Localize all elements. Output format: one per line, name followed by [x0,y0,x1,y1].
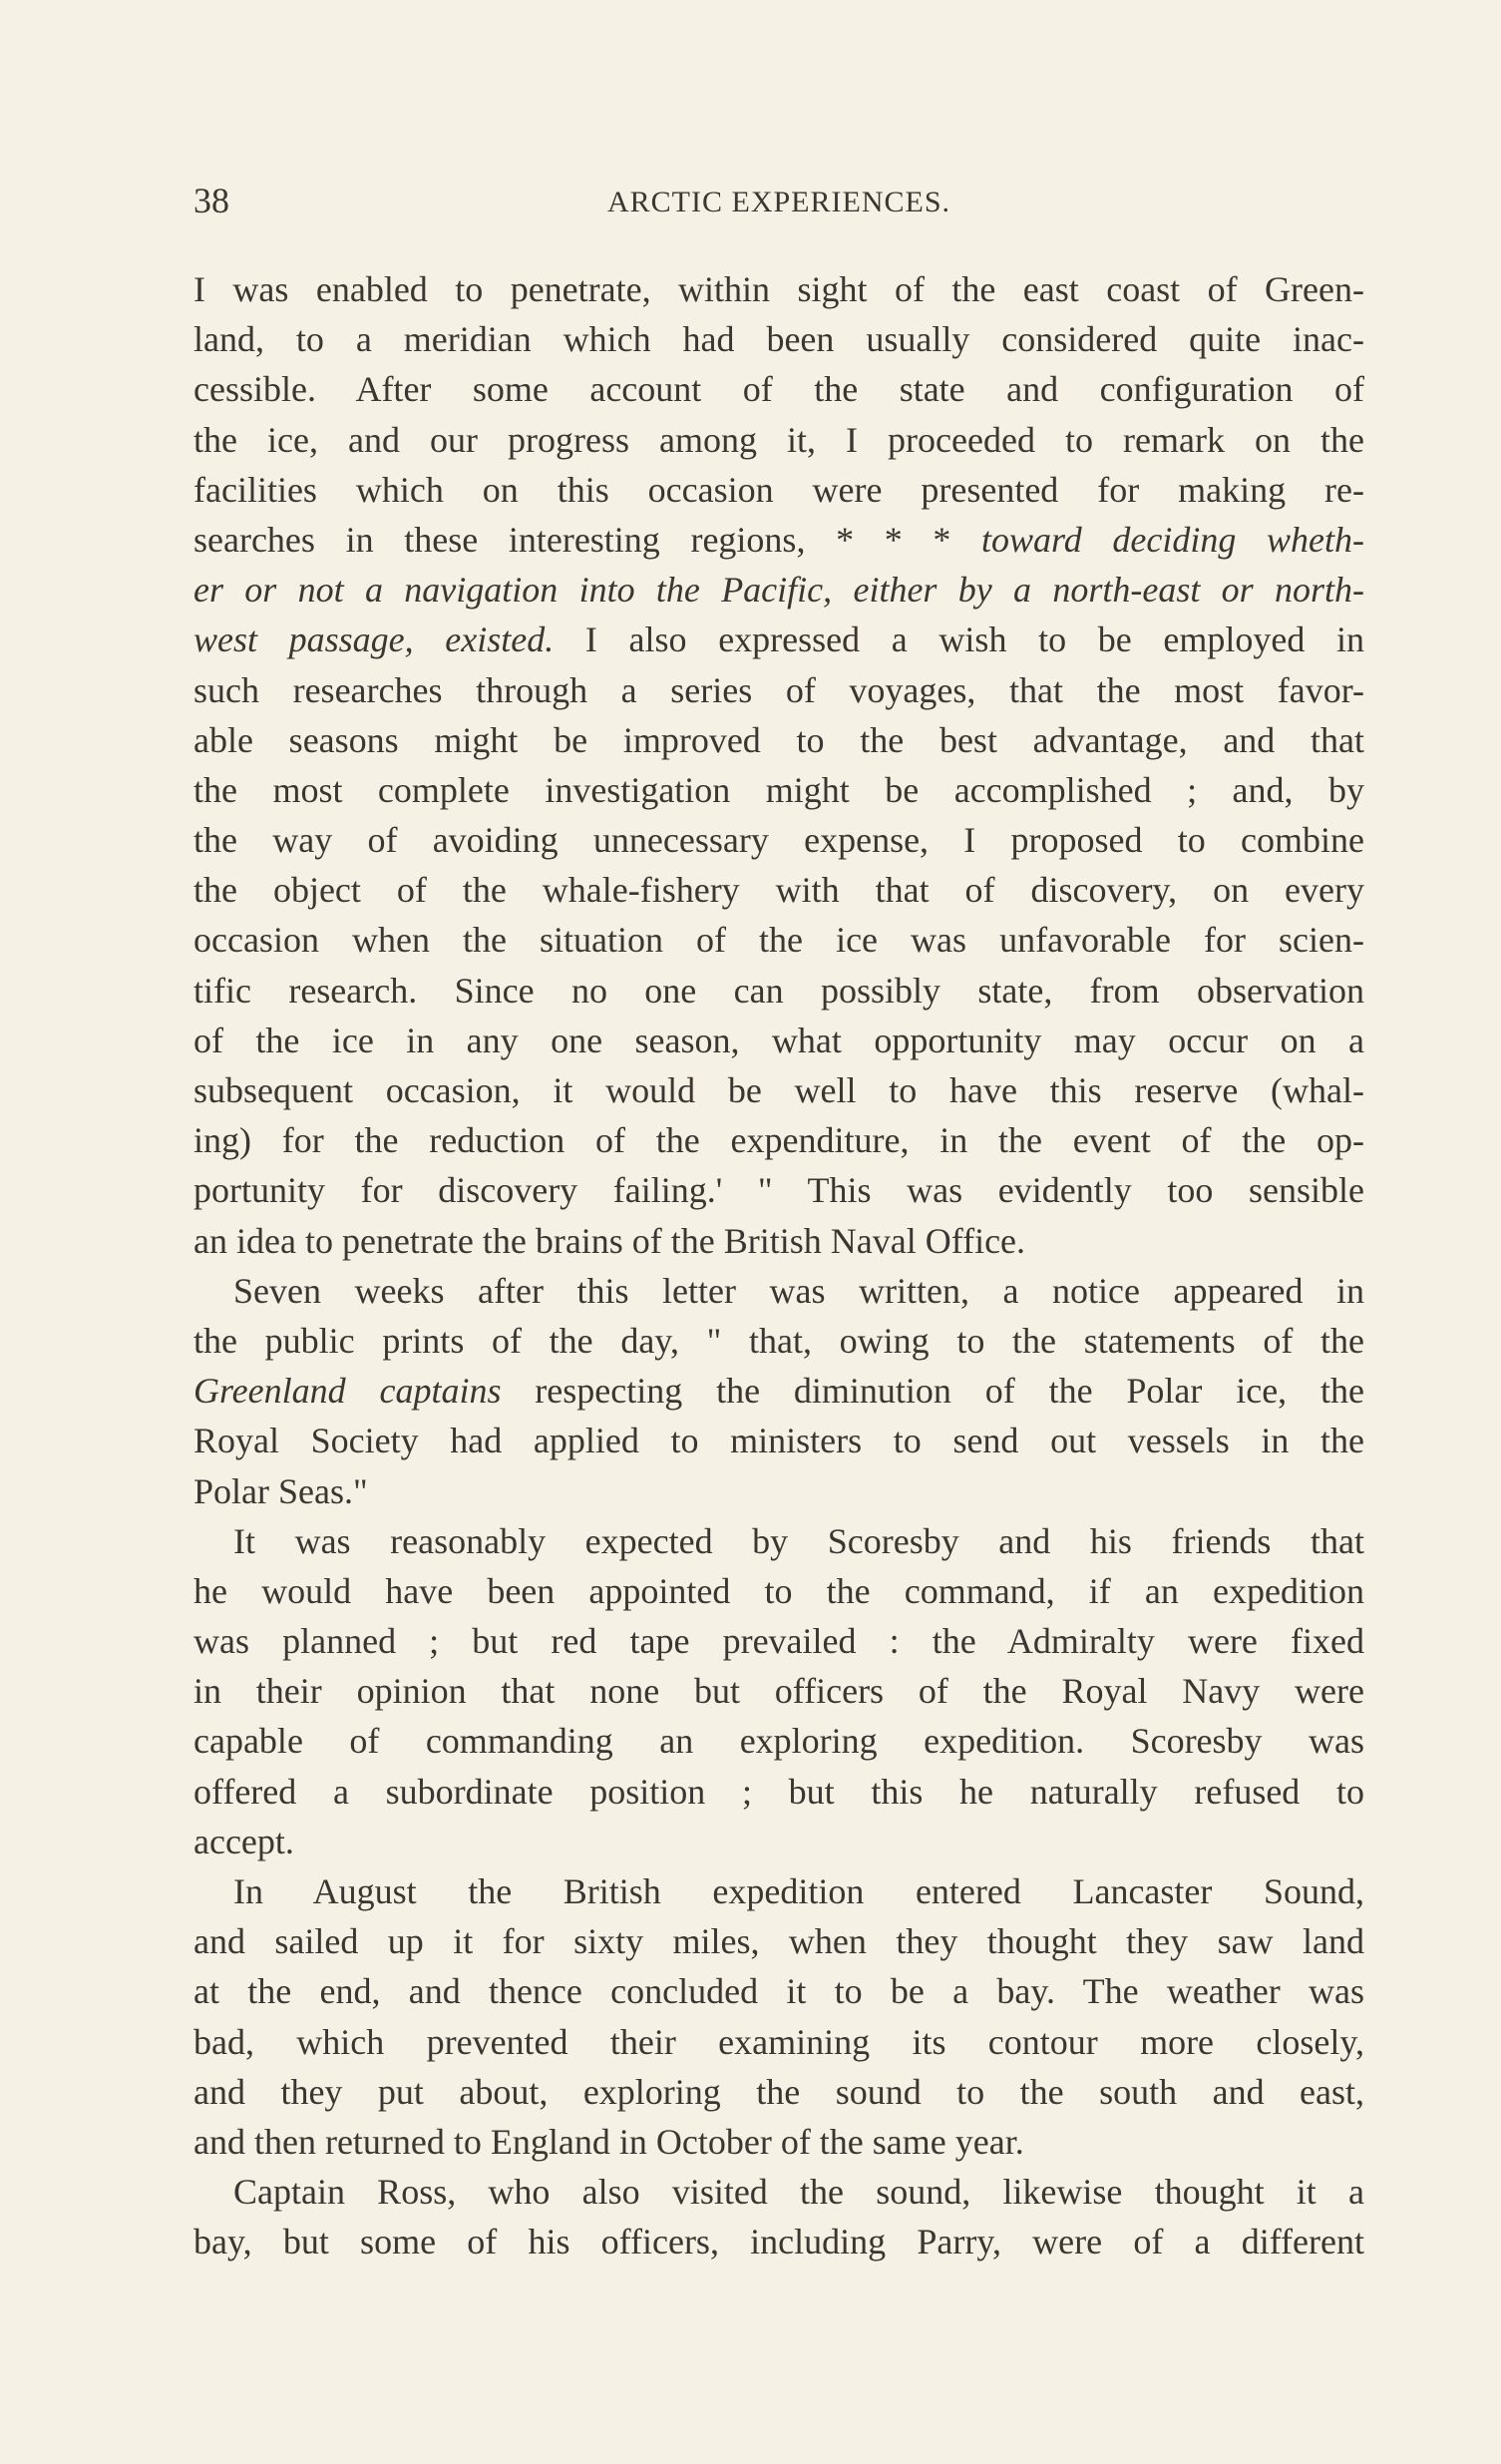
italic-text: west passage, existed. [193,619,555,660]
text-segment: Captain Ross, who also visited the sound, likewise thought it a [233,2172,1364,2213]
text-segment: was planned ; but red tape prevailed : the Admiralty were fixed [193,1621,1364,1662]
text-segment: he would have been appointed to the command, if an expedition [193,1570,1364,1611]
text-segment: ing) for the reduction of the expenditure, in the event of the op- [193,1120,1364,1161]
text-line [193,1266,1364,1316]
text-line [193,765,1364,815]
text-segment: cessible. After some account of the state and configuration of [193,369,1364,410]
text-line [193,665,1364,715]
text-segment: such researches through a series of voyages, that the most favor- [193,669,1364,710]
italic-text: toward deciding wheth- [981,519,1364,560]
text-line [193,1767,1364,1817]
text-segment: accept. [193,1821,294,1861]
text-segment: in their opinion that none but officers of the Royal Navy were [193,1671,1364,1712]
text-line [193,1416,1364,1465]
text-segment: Polar Seas." [193,1470,368,1511]
text-segment: occasion when the situation of the ice was unfavorable for scien- [193,920,1364,961]
text-line [193,2167,1364,2217]
text-segment: an idea to penetrate the brains of the British Naval Office. [193,1220,1026,1261]
text-segment: and then returned to England in October of the same year. [193,2121,1024,2162]
text-segment: offered a subordinate position ; but this he naturally refused to [193,1771,1364,1812]
text-line [193,915,1364,965]
page-body-text [193,264,1364,2267]
text-line [193,1666,1364,1716]
text-segment: respecting the diminution of the Polar ice, the [501,1371,1365,1412]
text-segment: facilities which on this occasion were presented for making re- [193,469,1364,510]
italic-text: er or not a navigation into the Pacific, either by a north-east or north- [193,570,1364,611]
text-line [193,415,1364,465]
text-segment: capable of commanding an exploring expedition. Scoresby was [193,1721,1364,1762]
text-line [193,264,1364,314]
text-line [193,1115,1364,1165]
text-line [193,1316,1364,1366]
text-line [193,364,1364,414]
text-line [193,966,1364,1016]
text-segment: portunity for discovery failing.' " This was evidently too sensible [193,1170,1364,1211]
text-line [193,1466,1364,1516]
text-segment: bad, which prevented their examining its contour more closely, [193,2021,1364,2062]
text-line [193,1165,1364,1215]
text-line [193,1616,1364,1666]
text-line [193,1216,1364,1266]
text-segment: at the end, and thence concluded it to be a bay. The weather was [193,1971,1364,2012]
text-segment: Seven weeks after this letter was written, a notice appeared in [233,1270,1364,1311]
text-line [193,2117,1364,2167]
italic-text: Greenland captains [193,1371,502,1412]
text-segment: and sailed up it for sixty miles, when they thought they saw land [193,1921,1364,1962]
text-line [193,1817,1364,1866]
text-line [193,615,1364,664]
text-segment: the way of avoiding unnecessary expense, I proposed to combine [193,820,1364,861]
text-line [193,2217,1364,2266]
text-segment: the object of the whale-fishery with that of discovery, on every [193,870,1364,911]
text-line [193,815,1364,865]
text-segment: I was enabled to penetrate, within sight of the east coast of Green- [193,269,1364,309]
text-line [193,1966,1364,2016]
text-segment: the public prints of the day, " that, owing to the statements of the [193,1320,1364,1361]
text-line [193,1065,1364,1115]
running-header [193,180,1364,229]
text-line [193,2017,1364,2067]
running-title: ARCTIC EXPERIENCES. [606,186,951,218]
text-line [193,1016,1364,1065]
text-segment: It was reasonably expected by Scoresby and his friends that [233,1520,1364,1561]
text-line [193,1916,1364,1966]
text-line [193,465,1364,515]
text-line [193,865,1364,915]
text-segment: subsequent occasion, it would be well to have this reserve (whal- [193,1070,1364,1110]
text-segment: In August the British expedition entered Lancaster Sound, [233,1871,1364,1911]
text-segment: land, to a meridian which had been usually considered quite inac- [193,319,1364,360]
text-segment: and they put about, exploring the sound to the south and east, [193,2071,1364,2112]
text-segment: Royal Society had applied to ministers to send out vessels in the [193,1421,1364,1461]
text-segment: I also expressed a wish to be employed in [554,619,1364,660]
text-line [193,314,1364,364]
text-segment: searches in these interesting regions, * * * [193,519,982,560]
text-segment: the most complete investigation might be accomplished ; and, by [193,769,1364,810]
text-segment: of the ice in any one season, what opportunity may occur on a [193,1020,1364,1060]
page-number: 38 [193,181,229,220]
text-line [193,1366,1364,1416]
text-line [193,565,1364,615]
text-line [193,1866,1364,1916]
text-line [193,515,1364,565]
text-segment: able seasons might be improved to the best advantage, and that [193,719,1364,760]
text-line [193,1566,1364,1616]
text-line [193,1516,1364,1566]
text-segment: the ice, and our progress among it, I proceeded to remark on the [193,419,1364,460]
text-line [193,1716,1364,1766]
text-line [193,2067,1364,2117]
text-line [193,715,1364,765]
text-segment: tific research. Since no one can possibly state, from observation [193,970,1364,1011]
text-segment: bay, but some of his officers, including Parry, were of a different [193,2222,1364,2262]
